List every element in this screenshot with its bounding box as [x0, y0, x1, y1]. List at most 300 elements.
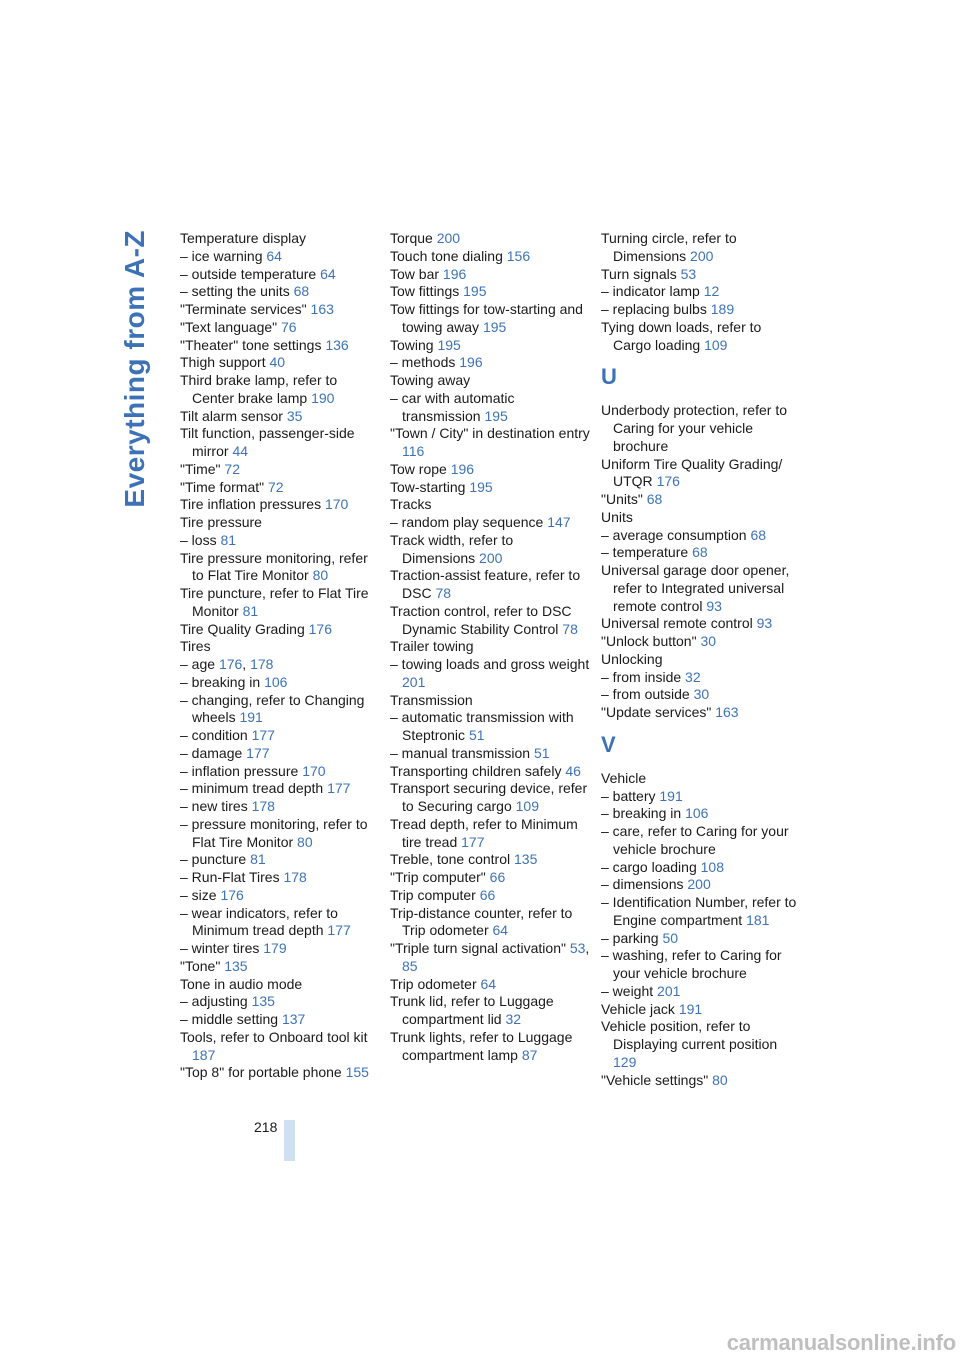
index-term: Tilt alarm sensor: [180, 407, 283, 424]
index-term: Touch tone dialing: [390, 247, 503, 264]
page-reference-link[interactable]: 178: [250, 656, 274, 672]
page-reference-link[interactable]: 176: [218, 656, 243, 672]
index-term: – puncture: [180, 851, 247, 868]
page-reference-link[interactable]: 32: [505, 1011, 522, 1027]
page-reference-link[interactable]: 46: [565, 762, 581, 779]
page-reference-link[interactable]: 177: [246, 744, 270, 761]
index-term: Vehicle jack: [601, 1000, 675, 1017]
index-entry: [180, 496, 380, 514]
index-term: Tire pressure monitoring, refer to Flat Tire Monitor: [180, 549, 368, 584]
index-entry: [180, 940, 380, 958]
index-entry: [180, 976, 380, 994]
index-entry: – age 176, 178: [180, 656, 274, 672]
page-reference-link[interactable]: 178: [251, 798, 275, 814]
page-reference-link[interactable]: 72: [224, 460, 240, 477]
index-entry: [601, 230, 801, 266]
index-entry: [180, 887, 380, 905]
page-reference-link[interactable]: 30: [693, 686, 710, 703]
page-reference-link[interactable]: 78: [562, 620, 578, 637]
index-term: – loss: [180, 531, 217, 548]
index-entry: [601, 544, 801, 562]
page-reference-link[interactable]: 81: [220, 531, 237, 548]
index-term: – middle setting: [180, 1011, 279, 1027]
index-term: – condition: [180, 727, 248, 743]
index-entry: [601, 788, 801, 806]
page-reference-link[interactable]: 201: [402, 673, 426, 690]
page-reference-link[interactable]: 68: [750, 526, 767, 543]
index-entry: [180, 550, 380, 586]
index-column-3: [601, 230, 801, 1089]
page-reference-link[interactable]: 191: [239, 709, 263, 726]
index-term: Trunk lights, refer to Luggage compartment lamp: [390, 1028, 573, 1063]
index-term: Traction-assist feature, refer to DSC: [390, 567, 581, 601]
index-term: Trip computer: [390, 886, 476, 903]
page-reference-link[interactable]: 135: [251, 993, 275, 1010]
page-reference-link[interactable]: 51: [468, 727, 485, 743]
page-reference-link[interactable]: 40: [269, 354, 286, 371]
index-term: Trailer towing: [390, 638, 474, 655]
page-reference-link[interactable]: 176: [308, 620, 332, 637]
index-term: Tone in audio mode: [180, 975, 303, 992]
index-entry: [601, 770, 801, 788]
page-reference-link[interactable]: 170: [324, 496, 349, 513]
page-reference-link[interactable]: 109: [704, 336, 728, 353]
index-entry: [180, 230, 380, 248]
page-reference-link[interactable]: 81: [242, 602, 259, 619]
index-entry: [601, 1018, 801, 1071]
index-entry: [180, 674, 380, 692]
index-term: Turn signals: [601, 265, 677, 282]
page-reference-link[interactable]: 195: [437, 336, 461, 353]
page-reference-link[interactable]: 106: [264, 673, 288, 690]
index-entry: [390, 479, 590, 497]
index-entry: [390, 993, 590, 1029]
index-term: "Units": [601, 491, 643, 507]
index-term: – breaking in: [601, 805, 682, 822]
page-reference-link[interactable]: 176: [220, 886, 244, 903]
index-term: – inflation pressure: [180, 762, 299, 779]
index-term: – average consumption: [601, 526, 747, 543]
index-term: – replacing bulbs: [601, 301, 707, 317]
index-term: Third brake lamp, refer to Center brake lamp: [180, 372, 338, 406]
index-term: "Triple turn signal activation": [390, 940, 566, 956]
index-term: Tying down loads, refer to Cargo loading: [601, 318, 762, 353]
page-reference-link[interactable]: 177: [327, 780, 351, 797]
page-reference-link[interactable]: 116: [402, 443, 425, 459]
index-entry: [180, 585, 380, 621]
index-term: Tire Quality Grading: [180, 620, 305, 637]
index-entry: [180, 869, 380, 887]
index-entry: [180, 532, 380, 550]
page-reference-link[interactable]: 178: [283, 869, 307, 885]
index-term: – wear indicators, refer to Minimum tread depth: [180, 904, 338, 939]
index-entry: [390, 390, 590, 426]
index-term: Towing: [390, 336, 434, 353]
page-reference-link[interactable]: 80: [297, 833, 313, 850]
index-term: Torque: [390, 230, 433, 246]
index-entry: [390, 851, 590, 869]
index-entry: [390, 745, 590, 763]
index-term: Universal remote control: [601, 615, 753, 632]
page-reference-link[interactable]: 189: [710, 301, 735, 317]
page-reference-link[interactable]: 195: [482, 318, 507, 335]
page-reference-link[interactable]: 64: [480, 975, 497, 992]
page-reference-link[interactable]: 81: [250, 851, 266, 868]
page-reference-link[interactable]: 108: [700, 858, 724, 875]
index-term: – setting the units: [180, 283, 290, 300]
page-reference-link[interactable]: 106: [685, 805, 709, 822]
index-entry: [180, 638, 380, 656]
index-term: Tools, refer to Onboard tool kit: [180, 1028, 368, 1045]
index-entry: [180, 692, 380, 728]
index-column-2: [390, 230, 590, 1064]
page-reference-link[interactable]: 35: [286, 407, 303, 424]
page-reference-link[interactable]: 12: [703, 283, 720, 300]
page-reference-link[interactable]: 72: [268, 478, 284, 495]
index-entry: [180, 727, 380, 745]
index-entry: [390, 887, 590, 905]
index-entry: "Triple turn signal activation" 53, 85: [390, 940, 590, 974]
index-term: Transporting children safely: [390, 762, 562, 779]
page-reference-link[interactable]: 181: [746, 911, 770, 928]
page-reference-link[interactable]: 129: [613, 1053, 637, 1070]
index-entry: [601, 456, 801, 492]
index-term: "Text language": [180, 318, 278, 335]
index-entry: [601, 894, 801, 930]
page-reference-link[interactable]: 187: [192, 1046, 216, 1063]
page-reference-link[interactable]: 163: [715, 704, 739, 720]
index-term: – pressure monitoring, refer to Flat Tire Monitor: [180, 815, 368, 850]
index-column-1: [180, 230, 380, 1082]
index-entry: [601, 562, 801, 615]
index-term: – car with automatic transmission: [390, 389, 515, 424]
index-term: – methods: [390, 354, 456, 371]
page-reference-link[interactable]: 68: [293, 283, 310, 300]
index-term: Tire pressure: [180, 514, 262, 530]
index-term: "Unlock button": [601, 633, 697, 649]
index-term: Tow-starting: [390, 478, 466, 495]
index-entry: [601, 402, 801, 455]
index-entry: [180, 301, 380, 319]
page-reference-link[interactable]: 51: [533, 744, 550, 761]
page-reference-link[interactable]: 68: [646, 491, 663, 507]
index-term: "Tone": [180, 957, 221, 974]
index-term: – Run-Flat Tires: [180, 869, 280, 885]
index-entry: [180, 319, 380, 337]
page-reference-link[interactable]: 135: [514, 851, 538, 868]
index-entry: [601, 319, 801, 355]
index-term: – breaking in: [180, 673, 261, 690]
index-entry: [180, 1029, 380, 1065]
index-entry: [180, 780, 380, 798]
index-term: – changing, refer to Changing wheels: [180, 691, 365, 726]
index-term: Tow rope: [390, 460, 447, 477]
index-term: Uniform Tire Quality Grading/ UTQR: [601, 455, 783, 490]
index-entry: [601, 651, 801, 669]
index-term: – battery: [601, 787, 656, 804]
index-entry: [601, 1001, 801, 1019]
page-reference-link[interactable]: 68: [692, 544, 708, 561]
page-number-bar: [284, 1120, 295, 1161]
index-term: – from outside: [601, 686, 690, 703]
page-reference-link[interactable]: 191: [659, 787, 683, 804]
index-entry: [180, 993, 380, 1011]
index-entry: [390, 976, 590, 994]
index-entry: [390, 692, 590, 710]
index-entry: [390, 337, 590, 355]
index-entry: [390, 514, 590, 532]
page-reference-link[interactable]: 78: [435, 585, 452, 601]
index-term: Tow bar: [390, 265, 440, 282]
index-entry: [390, 567, 590, 603]
index-term: "Update services": [601, 704, 712, 720]
index-term: Tire puncture, refer to Flat Tire Monitor: [180, 585, 369, 619]
index-entry: [390, 869, 590, 887]
index-term: Treble, tone control: [390, 851, 511, 868]
index-entry: [601, 823, 801, 859]
section-letter-v: V: [601, 731, 616, 757]
index-term: Turning circle, refer to Dimensions: [601, 230, 737, 264]
index-entry: [390, 496, 590, 514]
index-entry: [601, 704, 801, 722]
page-reference-link[interactable]: 177: [251, 727, 275, 743]
index-entry: [601, 1072, 801, 1090]
page-reference-link[interactable]: 76: [281, 318, 297, 335]
index-entry: [180, 763, 380, 781]
index-term: "Time": [180, 460, 221, 477]
page-reference-link[interactable]: 109: [515, 798, 539, 814]
index-entry: [390, 709, 590, 745]
index-entry: [390, 461, 590, 479]
index-term: – automatic transmission with Steptronic: [390, 709, 574, 743]
index-term: Units: [601, 508, 633, 525]
index-entry: [390, 638, 590, 656]
page-reference-link[interactable]: 135: [224, 957, 248, 974]
index-entry: [180, 266, 380, 284]
index-term: – size: [180, 886, 217, 903]
section-letter-u: U: [601, 364, 617, 390]
index-term: Tracks: [390, 496, 432, 513]
page-reference-link[interactable]: 196: [450, 460, 475, 477]
index-entry: [390, 283, 590, 301]
page-reference-link[interactable]: 191: [678, 1000, 703, 1017]
index-term: – manual transmission: [390, 744, 531, 761]
index-entry: [390, 603, 590, 639]
index-term: "Vehicle settings": [601, 1071, 709, 1088]
index-entry: [180, 408, 380, 426]
side-title: Everything from A-Z: [119, 230, 150, 508]
index-entry: [180, 958, 380, 976]
page-reference-link[interactable]: 200: [687, 876, 711, 893]
index-entry: [390, 354, 590, 372]
index-entry: [601, 283, 801, 301]
page-reference-link[interactable]: 177: [461, 833, 485, 850]
index-entry: [180, 425, 380, 461]
index-term: Vehicle position, refer to Displaying current position: [601, 1018, 778, 1052]
index-term: Towing away: [390, 372, 471, 388]
index-entry: [390, 266, 590, 284]
index-entry: [390, 1029, 590, 1065]
index-term: – winter tires: [180, 940, 260, 956]
index-entry: [601, 266, 801, 284]
page-reference-link[interactable]: 170: [302, 762, 326, 779]
index-entry: [180, 745, 380, 763]
page-reference-link[interactable]: 136: [325, 336, 349, 353]
page-reference-link[interactable]: 87: [521, 1046, 538, 1063]
page-reference-link[interactable]: 137: [281, 1011, 306, 1027]
index-entry: [180, 798, 380, 816]
page-reference-link[interactable]: 195: [469, 478, 493, 495]
page-reference-link[interactable]: 155: [345, 1064, 369, 1081]
page-reference-link[interactable]: 196: [442, 265, 467, 282]
index-entry: [180, 514, 380, 532]
page-reference-link[interactable]: 64: [266, 247, 282, 264]
page-reference-link[interactable]: 53: [569, 940, 586, 956]
index-term: Unlocking: [601, 650, 663, 667]
index-entry: [601, 615, 801, 633]
page-reference-link[interactable]: 147: [547, 514, 571, 530]
index-entry: [601, 669, 801, 687]
index-entry: [601, 805, 801, 823]
side-title-wrap: [118, 230, 158, 530]
page-reference-link[interactable]: 53: [680, 265, 697, 282]
page-reference-link[interactable]: 190: [311, 389, 335, 406]
page-reference-link[interactable]: 201: [657, 982, 681, 999]
index-term: – ice warning: [180, 247, 263, 264]
index-entry: [390, 763, 590, 781]
index-term: Tow fittings: [390, 283, 460, 300]
index-term: Tilt function, passenger-side mirror: [180, 425, 355, 459]
page-reference-link[interactable]: 80: [712, 1071, 728, 1088]
index-term: – indicator lamp: [601, 283, 700, 300]
index-term: – from inside: [601, 668, 682, 685]
page-reference-link[interactable]: 177: [327, 922, 351, 939]
index-term: Thigh support: [180, 354, 266, 371]
page-reference-link[interactable]: 176: [656, 473, 680, 490]
page-reference-link[interactable]: 195: [463, 283, 487, 300]
index-term: – adjusting: [180, 993, 248, 1010]
index-term: – outside temperature: [180, 265, 317, 282]
index-entry: [180, 372, 380, 408]
index-term: Tires: [180, 638, 211, 655]
index-term: – parking: [601, 929, 659, 946]
index-term: – temperature: [601, 544, 689, 561]
page-reference-link[interactable]: 32: [685, 668, 701, 685]
page-reference-link[interactable]: 200: [690, 247, 714, 264]
index-term: Trip odometer: [390, 975, 477, 992]
page-reference-link[interactable]: 64: [492, 922, 509, 939]
index-term: "Top 8" for portable phone: [180, 1064, 342, 1081]
index-entry: [390, 248, 590, 266]
index-entry: [180, 1064, 380, 1082]
page-reference-link[interactable]: 195: [484, 407, 508, 424]
index-entry: [390, 532, 590, 568]
index-term: Tread depth, refer to Minimum tire tread: [390, 815, 578, 850]
index-entry: [180, 354, 380, 372]
page-reference-link[interactable]: 179: [263, 940, 287, 956]
index-term: – minimum tread depth: [180, 780, 324, 797]
index-entry: [180, 337, 380, 355]
index-entry: [180, 621, 380, 639]
index-term: – weight: [601, 982, 654, 999]
page-reference-link[interactable]: 85: [402, 957, 418, 974]
page-reference-link[interactable]: 80: [312, 567, 329, 584]
index-term: "Theater" tone settings: [180, 336, 322, 353]
index-entry: [180, 851, 380, 869]
index-entry: [390, 905, 590, 941]
page-reference-link[interactable]: 66: [479, 886, 496, 903]
page-reference-link[interactable]: 196: [459, 354, 483, 371]
index-term: Universal garage door opener, refer to Integrated universal remote control: [601, 562, 790, 614]
index-term: – age: [180, 656, 216, 672]
index-entry: [601, 491, 801, 509]
index-entry: [390, 780, 590, 816]
index-term: "Town / City" in destination entry: [390, 425, 590, 442]
page-reference-link[interactable]: 200: [479, 549, 503, 566]
page-reference-link[interactable]: 66: [489, 869, 506, 885]
index-entry: [601, 930, 801, 948]
index-term: Track width, refer to Dimensions: [390, 531, 514, 566]
index-entry: [180, 816, 380, 852]
index-term: Temperature display: [180, 230, 307, 246]
index-term: Trip-distance counter, refer to Trip odometer: [390, 904, 573, 939]
page-reference-link[interactable]: 200: [436, 230, 461, 246]
index-entry: [601, 876, 801, 894]
page-reference-link[interactable]: 93: [756, 615, 773, 632]
index-entry: [390, 425, 590, 461]
index-term: Transmission: [390, 691, 473, 708]
index-entry: [180, 283, 380, 301]
index-entry: [180, 479, 380, 497]
index-term: – damage: [180, 744, 243, 761]
page-reference-link[interactable]: 156: [506, 247, 531, 264]
index-term: – care, refer to Caring for your vehicle brochure: [601, 823, 789, 857]
index-term: – random play sequence: [390, 514, 544, 530]
index-entry: [601, 686, 801, 704]
page-reference-link[interactable]: 163: [310, 301, 334, 317]
index-term: Trunk lid, refer to Luggage compartment lid: [390, 993, 554, 1027]
index-entry: [390, 656, 590, 692]
index-entry: [601, 301, 801, 319]
page-reference-link[interactable]: 93: [706, 597, 722, 614]
index-entry: [180, 461, 380, 479]
page-reference-link[interactable]: 30: [700, 633, 717, 649]
index-entry: [180, 248, 380, 266]
index-term: "Trip computer": [390, 869, 486, 885]
index-term: – towing loads and gross weight: [390, 656, 590, 672]
index-term: Transport securing device, refer to Securing cargo: [390, 780, 588, 814]
page-reference-link[interactable]: 50: [662, 929, 679, 946]
index-entry: [390, 230, 590, 248]
watermark: carmanualsonline.info: [726, 1330, 956, 1355]
index-entry: [180, 905, 380, 941]
index-entry: [601, 633, 801, 651]
index-term: Traction control, refer to DSC Dynamic Stability Control: [390, 602, 572, 637]
index-term: "Time format": [180, 478, 265, 495]
page-reference-link[interactable]: 64: [320, 265, 336, 282]
index-term: – cargo loading: [601, 858, 697, 875]
index-entry: [601, 859, 801, 877]
index-term: Tire inflation pressures: [180, 496, 322, 513]
index-term: – new tires: [180, 798, 248, 814]
index-entry: [390, 372, 590, 390]
index-entry: [601, 527, 801, 545]
index-term: Underbody protection, refer to Caring for your vehicle brochure: [601, 402, 787, 454]
index-term: – Identification Number, refer to Engine compartment: [601, 894, 797, 928]
index-term: – dimensions: [601, 876, 684, 893]
page-reference-link[interactable]: 44: [232, 443, 249, 459]
index-term: Tow fittings for tow-starting and towing away: [390, 301, 583, 335]
